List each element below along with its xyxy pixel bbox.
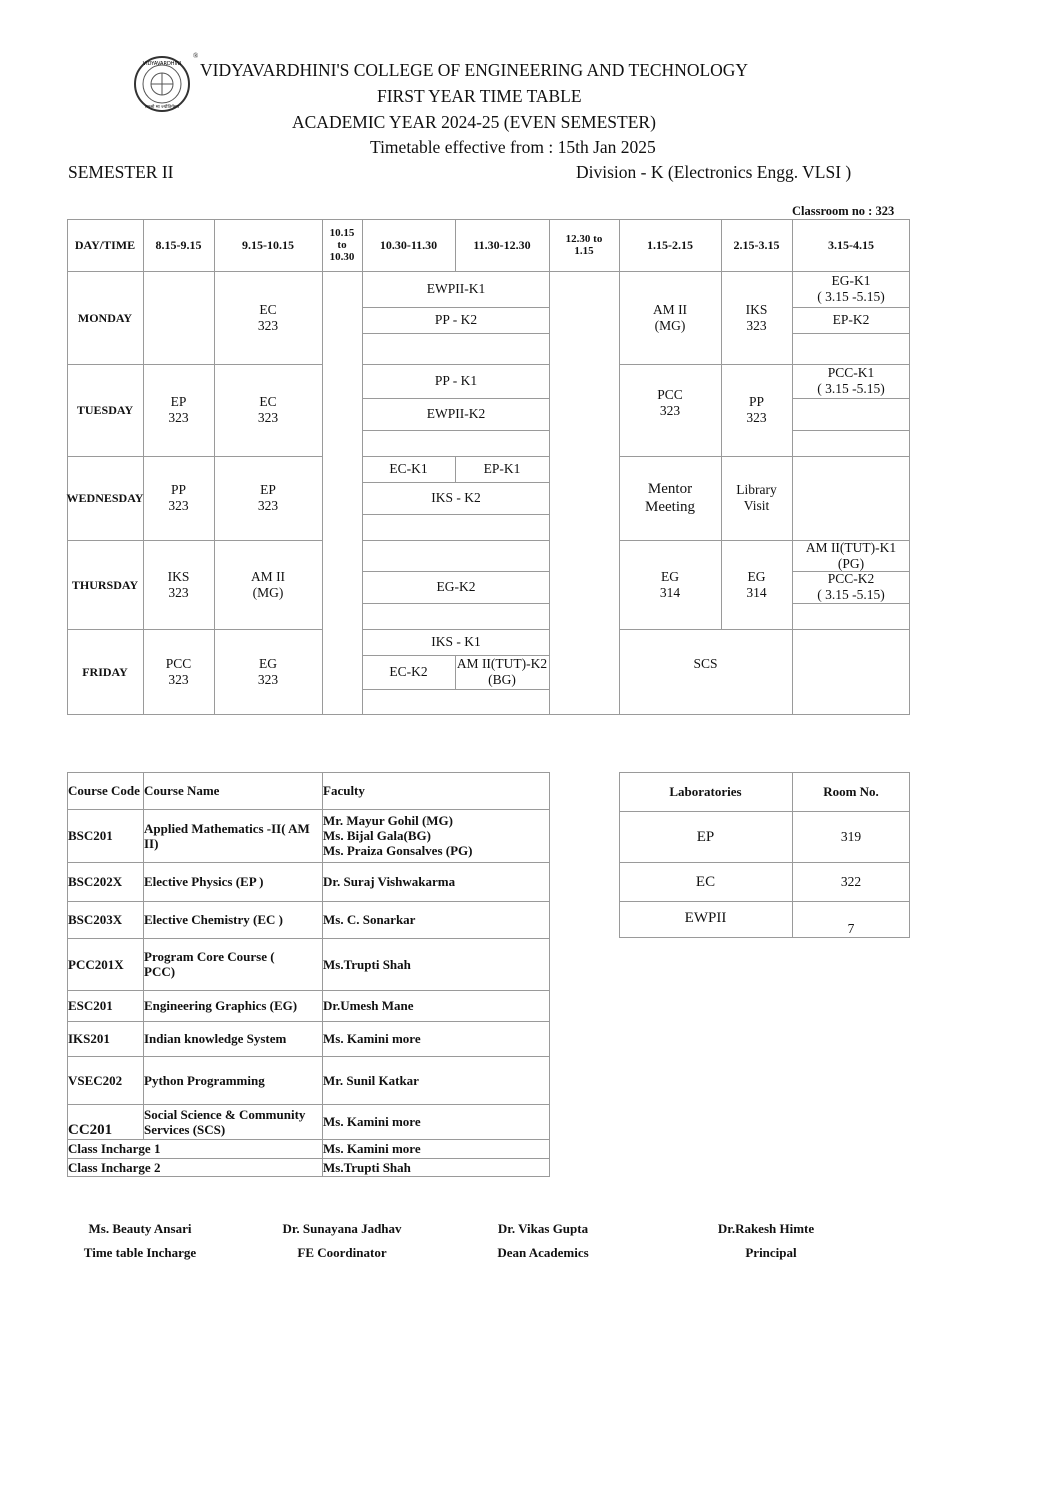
signatory-name: Dr. Sunayana Jadhav	[282, 1221, 402, 1236]
tuesday-slot-5: PCC 323	[657, 387, 683, 418]
tuesday-lab-2: EWPII-K2	[426, 406, 486, 421]
monday-slot-7b: EP-K2	[832, 312, 870, 327]
labs-header: Laboratories	[669, 783, 742, 799]
course-code: CC201	[68, 1122, 113, 1138]
course-name: Social Science & Community Services (SCS)	[144, 1106, 306, 1137]
wednesday-slot-5: Mentor Meeting	[645, 481, 695, 515]
lab-room: 322	[840, 873, 862, 889]
page-title: FIRST YEAR TIME TABLE	[377, 86, 582, 106]
signatory-role: Principal	[745, 1245, 797, 1260]
friday-lab-1: IKS - K1	[431, 634, 481, 649]
friday-slot-1: PCC 323	[165, 655, 192, 687]
room-header: Room No.	[823, 783, 879, 799]
thursday-lab-2: EG-K2	[436, 579, 476, 594]
wednesday-lab-b: EP-K1	[483, 461, 521, 476]
tuesday-slot-6: PP 323	[746, 394, 767, 425]
tuesday-lab-1: PP - K1	[434, 373, 478, 388]
col-header-slot-1: 8.15-9.15	[155, 238, 202, 252]
class-incharge-2-label: Class Incharge 2	[68, 1159, 161, 1175]
course-name: Elective Physics (EP )	[144, 874, 264, 889]
signatory-role: Dean Academics	[497, 1245, 589, 1260]
course-name: Python Programming	[144, 1072, 265, 1088]
wednesday-lab-a: EC-K1	[389, 461, 428, 476]
col-header-day-time: DAY/TIME	[74, 238, 136, 252]
monday-slot-2: EC 323	[257, 301, 279, 333]
course-code: IKS201	[68, 1031, 110, 1046]
monday-slot-7a: EG-K1 ( 3.15 -5.15)	[817, 273, 885, 304]
course-faculty: Ms.Trupti Shah	[323, 956, 411, 972]
course-faculty: Ms. C. Sonarkar	[323, 912, 416, 927]
wednesday-slot-1: PP 323	[168, 482, 189, 513]
thursday-slot-7b: PCC-K2 ( 3.15 -5.15)	[817, 571, 885, 602]
course-faculty: Mr. Mayur Gohil (MG) Ms. Bijal Gala(BG) Ms. Praiza Gonsalves (PG)	[323, 813, 473, 858]
semester: SEMESTER II	[68, 162, 174, 182]
monday-slot-6: IKS 323	[745, 301, 768, 333]
col-header-slot-3: 10.30-11.30	[379, 238, 438, 252]
class-incharge-2: Ms.Trupti Shah	[323, 1159, 411, 1175]
friday-lab-a: EC-K2	[389, 664, 428, 679]
thursday-slot-2: AM II (MG)	[250, 568, 286, 600]
friday-lab-b: AM II(TUT)-K2 (BG)	[456, 656, 548, 687]
academic-year: ACADEMIC YEAR 2024-25 (EVEN SEMESTER)	[292, 112, 656, 132]
lab-name: EP	[696, 828, 715, 845]
signatory-name: Ms. Beauty Ansari	[88, 1221, 192, 1236]
day-tuesday: TUESDAY	[76, 403, 134, 417]
course-faculty: Dr.Umesh Mane	[323, 998, 414, 1013]
course-code: BSC203X	[68, 912, 123, 927]
signatory-name: Dr.Rakesh Himte	[717, 1221, 815, 1236]
course-faculty: Ms. Kamini more	[323, 1031, 421, 1046]
lab-room: 319	[840, 828, 862, 844]
tuesday-slot-7a: PCC-K1 ( 3.15 -5.15)	[817, 365, 885, 396]
tuesday-slot-2: EC 323	[257, 394, 279, 425]
college-name: VIDYAVARDHINI'S COLLEGE OF ENGINEERING AND TECHNOLOGY	[200, 60, 749, 80]
logo-bottom-text: तमसो मा ज्योतिर्गमय	[144, 105, 180, 110]
tuesday-slot-1: EP 323	[168, 394, 189, 425]
thursday-slot-5: EG 314	[659, 568, 681, 600]
monday-lab-1: EWPII-K1	[426, 281, 486, 296]
registered-mark: ®	[193, 52, 199, 60]
course-faculty: Mr. Sunil Katkar	[323, 1072, 419, 1088]
course-name: Program Core Course ( PCC)	[144, 949, 275, 979]
signatory-role: FE Coordinator	[297, 1245, 387, 1260]
col-header-slot-7: 3.15-4.15	[828, 238, 874, 252]
day-friday: FRIDAY	[82, 664, 128, 679]
friday-slot-2: EG 323	[257, 655, 279, 687]
course-code: PCC201X	[68, 956, 124, 972]
course-code: ESC201	[68, 998, 113, 1013]
course-code: VSEC202	[68, 1072, 123, 1088]
course-name: Engineering Graphics (EG)	[144, 998, 298, 1013]
lab-room: 7	[847, 921, 855, 936]
col-header-slot-5: 1.15-2.15	[647, 238, 693, 252]
course-name-header: Course Name	[144, 783, 220, 798]
course-faculty: Ms. Kamini more	[323, 1114, 421, 1129]
day-thursday: THURSDAY	[71, 577, 139, 592]
thursday-slot-6: EG 314	[746, 568, 767, 600]
course-name: Applied Mathematics -II( AM II)	[144, 820, 310, 851]
wednesday-lab-2: IKS - K2	[431, 490, 481, 505]
class-incharge-1: Ms. Kamini more	[323, 1141, 421, 1156]
col-header-break-1: 10.15 to 10.30	[329, 227, 355, 263]
signatory-role: Time table Incharge	[83, 1245, 197, 1260]
wednesday-slot-6: Library Visit	[736, 482, 777, 513]
day-monday: MONDAY	[77, 310, 133, 325]
col-header-slot-4: 11.30-12.30	[473, 238, 531, 252]
class-incharge-1-label: Class Incharge 1	[68, 1141, 161, 1156]
friday-slot-5: SCS	[693, 656, 718, 671]
course-name: Elective Chemistry (EC )	[144, 912, 283, 927]
course-name: Indian knowledge System	[144, 1031, 287, 1046]
monday-slot-5: AM II (MG)	[652, 301, 688, 333]
effective-date: Timetable effective from : 15th Jan 2025	[370, 137, 656, 157]
course-faculty: Dr. Suraj Vishwakarma	[323, 874, 456, 889]
college-logo	[133, 55, 191, 113]
faculty-header: Faculty	[323, 783, 365, 798]
course-code-header: Course Code	[68, 783, 140, 798]
day-wednesday: WEDNESDAY	[66, 491, 144, 505]
monday-lab-2: PP - K2	[434, 312, 478, 327]
thursday-slot-1: IKS 323	[167, 568, 190, 600]
col-header-slot-6: 2.15-3.15	[733, 238, 780, 252]
col-header-slot-2: 9.15-10.15	[242, 238, 294, 252]
classroom-number: Classroom no : 323	[792, 204, 895, 218]
col-header-lunch: 12.30 to 1.15	[565, 233, 603, 257]
thursday-slot-7a: AM II(TUT)-K1 (PG)	[805, 539, 897, 571]
lab-name: EWPII	[684, 910, 727, 926]
lab-name: EC	[695, 873, 716, 890]
course-code: BSC202X	[68, 874, 123, 889]
wednesday-slot-2: EP 323	[257, 482, 279, 513]
signatory-name: Dr. Vikas Gupta	[497, 1221, 589, 1236]
course-code: BSC201	[68, 828, 113, 843]
division: Division - K (Electronics Engg. VLSI )	[576, 162, 852, 182]
logo-top-text: VIDYAVARDHINI	[142, 61, 182, 67]
